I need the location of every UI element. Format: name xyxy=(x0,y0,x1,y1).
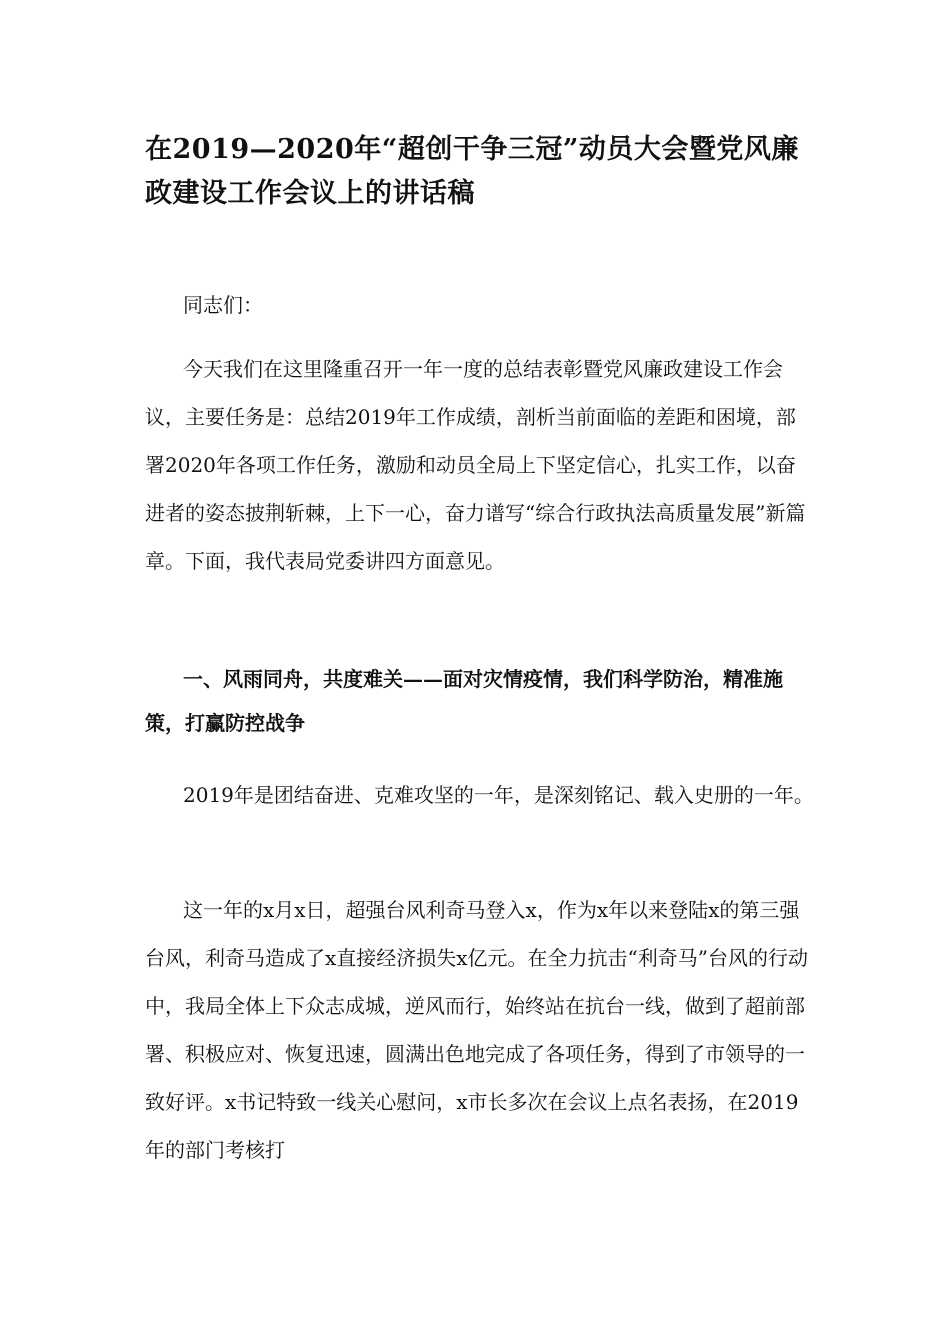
paragraph-intro: 今天我们在这里隆重召开一年一度的总结表彰暨党风廉政建设工作会议，主要任务是：总结2019年工作成绩，剖析当前面临的差距和困境，部署2020年各项工作任务，激励和动员全局上下坚定信心，扎实工作，以奋进者的姿态披荆斩棘，上下一心，奋力谱写“综合行政执法高质量发展”新篇章。下面，我代表局党委讲四方面意见。 xyxy=(145,357,806,573)
salutation: 同志们： xyxy=(183,293,263,317)
paragraph-2019-summary: 2019年是团结奋进、克难攻坚的一年，是深刻铭记、载入史册的一年。 xyxy=(183,783,814,807)
document-title: 在2019—2020年“超创干争三冠”动员大会暨党风廉政建设工作会议上的讲话稿 xyxy=(145,134,799,209)
section-heading-1: 一、风雨同舟，共度难关——面对灾情疫情，我们科学防治，精准施策，打赢防控战争 xyxy=(145,667,783,735)
paragraph-typhoon: 这一年的x月x日，超强台风利奇马登入x，作为x年以来登陆x的第三强台风，利奇马造成了x直接经济损失x亿元。在全力抗击“利奇马”台风的行动中，我局全体上下众志成城，逆风而行，始终站在抗台一线，做到了超前部署、积极应对、恢复迅速，圆满出色地完成了各项任务，得到了市领导的一致好评。x书记特致一线关心慰问，x市长多次在会议上点名表扬，在2019年的部门考核打 xyxy=(145,898,809,1162)
